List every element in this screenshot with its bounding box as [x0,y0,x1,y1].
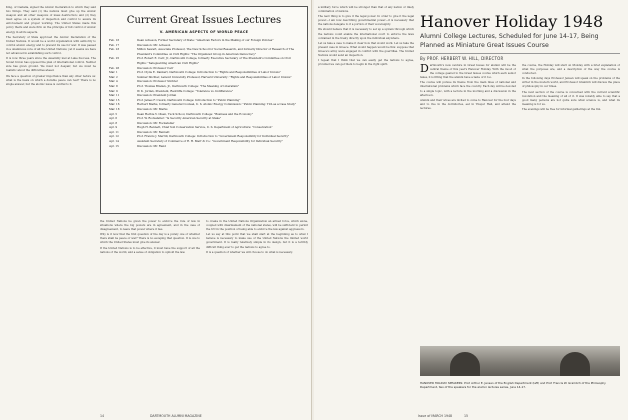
lecture-item: Feb. 16 Dean Acheson, Former Secretary of State: "American Factors in the Making of our Foreign Policies" [109,38,274,42]
lecture-item: Mar. 18 Discussion: Mr. Marks [109,106,168,111]
left-page-number: 14 [100,414,105,418]
lecture-item: Feb. 25 Prof. Robert E. Carr, Jr., Dartmouth College, formerly Executive Secretary of The President's Committee on Civil Rights: "Safeguarding American Civil Rights" [109,56,291,65]
lecture-item: Apr. 6 Prof. W. Rockefeller: "Is Security American Security at Stake" [109,116,222,121]
lecture-item: Mar. 4 Discussion: Professor Slichter [109,79,178,84]
lecture-item: Mar. 9 W. K. Jordan, President, Radcliffe College: "Tolerance vs. Indifference" [109,88,234,93]
lecture-item: Apr. 12 Prof. Francis J. Merrill, Dartmouth College: Introduction to "Government Responsibility for Individual Security" [109,134,290,139]
lectures-box [100,6,308,214]
right-page [314,0,628,420]
left-column-text: King, of Castalia, signed the Atomic Declaration to which they said two things. They said (1) the nations must give up the atomic weapon and all other weapons of mass destruction; and (2) they must agree on a system of inspection and control to assure its enforcement and proper working. The United States made this policy theirs and were firm on the principle of full control of atomic energy in all its aspects. The Secretary of State approved the Atomic Declaration of the United Nations. It would be a world organization with authority to control atomic energy and to prevent its use for war. It was passed in a unanimous vote of all the United Nations; yet it seems we have not advanced in establishing such control. It is now three years since the Assembly met at Lake Success. The Soviet Union has opposed the plan of international control. Neither side has given ground. We must not despair, but we must be realistic about the difficulties ahead. We face a question of greater importance than any other before us: what is the basis on which a durable peace can rest? There is no single answer, but the atomic issue is central to it. [6,6,96,86]
lecture-item: Apr. 15 Discussion: Mr. Rand [109,143,166,148]
lecture-item: Apr. 8 Discussion: Mr. Rockefeller [109,120,175,125]
left-page-publication: DARTMOUTH ALUMNI MAGAZINE [150,414,202,418]
lecture-item: Apr. 5 Dean Herbie V. Olsen, Tuck School, Dartmouth College: "Business and the Economy" [109,111,253,116]
lecture-item: Mar. 1 Prof. Clyde E. Dankert, Dartmouth College: Introduction to "Rights and Responsibilities of Labor Unions" [109,70,281,75]
speakers-photo [420,346,620,376]
left-page [0,0,312,420]
article-byline: By PROF. HERBERT W. HILL, DIRECTOR [420,56,504,61]
right-page-issue: Issue of MARCH 1948 [418,414,453,418]
article-subtitle: Alumni College Lectures, Scheduled for June 14-17, Being Planned as Miniature Great Issues Course [420,33,599,49]
title-rule [420,53,620,54]
lecture-item: Mar. 8 Prof. Thomas Braden, Jr., Dartmouth College: "The Meaning of Liberalism" [109,83,240,88]
left-middle-column-text: the United Nations be given the power to enforce the rule of law in situations where the big powers are in agreement, and in the case of disagreement, to leave that power where it lies. Why is it now that the first question of the day is a purely one of whether there shall be peace or war? There is no escaping that question. It is one to which the United States must give its answer. If the United Nations is to be effective, it must have the support of all the nations of the world, and a sense of obligation to uphold the law. [100,220,200,254]
photo-caption: HANOVER HOLIDAY SPEAKERS: Prof. Arthur E. Jensen of the English Department (left) and Prof. Francis W. Gramlich of the Philosophy Department, two of the speakers for the alumni lectures series, June 14-17. [420,381,606,389]
right-left-column-text: a military force which will be stronger than that of any nation or likely combination of nations. The next thing is to give it the legal power. In order to give it the legal power—I am now describing governmental power—it is necessary that the nations delegate to it a portion of their sovereignty. We should believe that it is necessary to set up a system through which the nations could enable the international court to enforce the laws contained in the treaty directly upon the individual anywhere. Let us take a case to make it clear how that would work. Let us take the present case in Greece. What would happen would be this: suppose that Greece's army were engaged in conflict with the guerrillas. The United Nations would send an inspection. I repeat that I think that we can easily get the nations to agree, provided we can get them to begin in the right spirit. [318,6,414,67]
lecture-item: Feb. 17 Discussion: Mr. Acheson [109,42,171,47]
lecture-item: Mar. 2 Sumner Slichter, Lamont University Professor, Harvard University: "Rights and Responsibilities of Labor Unions" [109,74,292,79]
lecture-item: Apr. 9 Hugh H. Bennett, Chief Soil Conservation Service, U. S. Department of Agriculture: "Conservation" [109,125,273,130]
lecture-item: Apr. 11 Discussion: Mr. Bennett [109,129,170,134]
lecture-list [109,38,299,148]
left-right-column-text: to create in the United Nations Organization an armed force, which alone, coupled with disarmament of the national states, will be sufficient to permit the UN in the position of being able to enforce the law against aggressors. Let us say at this point that we shall start at the beginning as to what I believe is necessary to make use of the United Nations the limited world government. It is really relatively simple in its design, but it is a terribly difficult thing ever to get the nations to agree to. It is a question of whether we will choose to do what is necessary. [206,220,308,254]
lecture-item: Feb. 26 Discussion: Professor Carr [109,65,174,70]
article-column-2: the course, the Holiday will start on Monday with a brief explanation of what the purposes are, and a description of the way the course is conducted. In the following days Professor Jensen will speak on the problems of the writer in the modern world, and Professor Gramlich will discuss the place of philosophy in our times. The next section of the course is concerned with the current scientific revolution and the meaning of all of it. It was notably able to say that a good many persons are not quite sure what science is, and what its meaning is for us. The evenings will be free for informal gatherings at the Inn. [522,64,620,111]
right-page-number: 15 [464,414,469,418]
lecture-item: Feb. 23 Milton Sewart, Associate Professor, The New School for Social Research, and formerly Director of Research of The President's Committee on Civil Rights: "The Organized Group in American Democracy" [109,47,295,56]
lecture-item: Mar. 15 Prof. James F. Cusick, Dartmouth College: Introduction to "Public Planning" [109,97,241,102]
article-column-1: Dartmouth's new venture in Great Issues for alumni will be the central theme of this year's Hanover Holiday. With the mood of the college geared to the Great Issues course which each senior takes, it is fitting that the alumni have a taste of it too. The course will pursue its theme from the main lines of national and international problems which face the country. Each day will be devoted to a single topic, with a lecture in the morning and a discussion in the afternoon. Alumni and their wives are invited to come to Hanover for the four days and to live in the dormitories, eat in Thayer Hall, and attend the lectures. [420,64,516,110]
lecture-item: Mar. 16 Herbert Marks, formerly General Counsel, U. S. Atomic Energy Commission: "Public Planning: TVA as a Case Study" [109,102,297,107]
box-subtitle: V. AMERICAN ASPECTS OF WORLD PEACE [159,30,249,34]
article-title: Hanover Holiday 1948 [420,12,604,31]
speaker-left-figure [450,352,480,376]
lecture-item: Apr. 14 Assistant Secretary of Commerce of R. H. Marr & Co.: "Government Responsibility for Individual Security" [109,139,283,144]
box-title: Current Great Issues Lectures [126,15,282,26]
speaker-right-figure [560,352,590,376]
lecture-item: Mar. 11 Discussion: President Jordan [109,93,177,98]
